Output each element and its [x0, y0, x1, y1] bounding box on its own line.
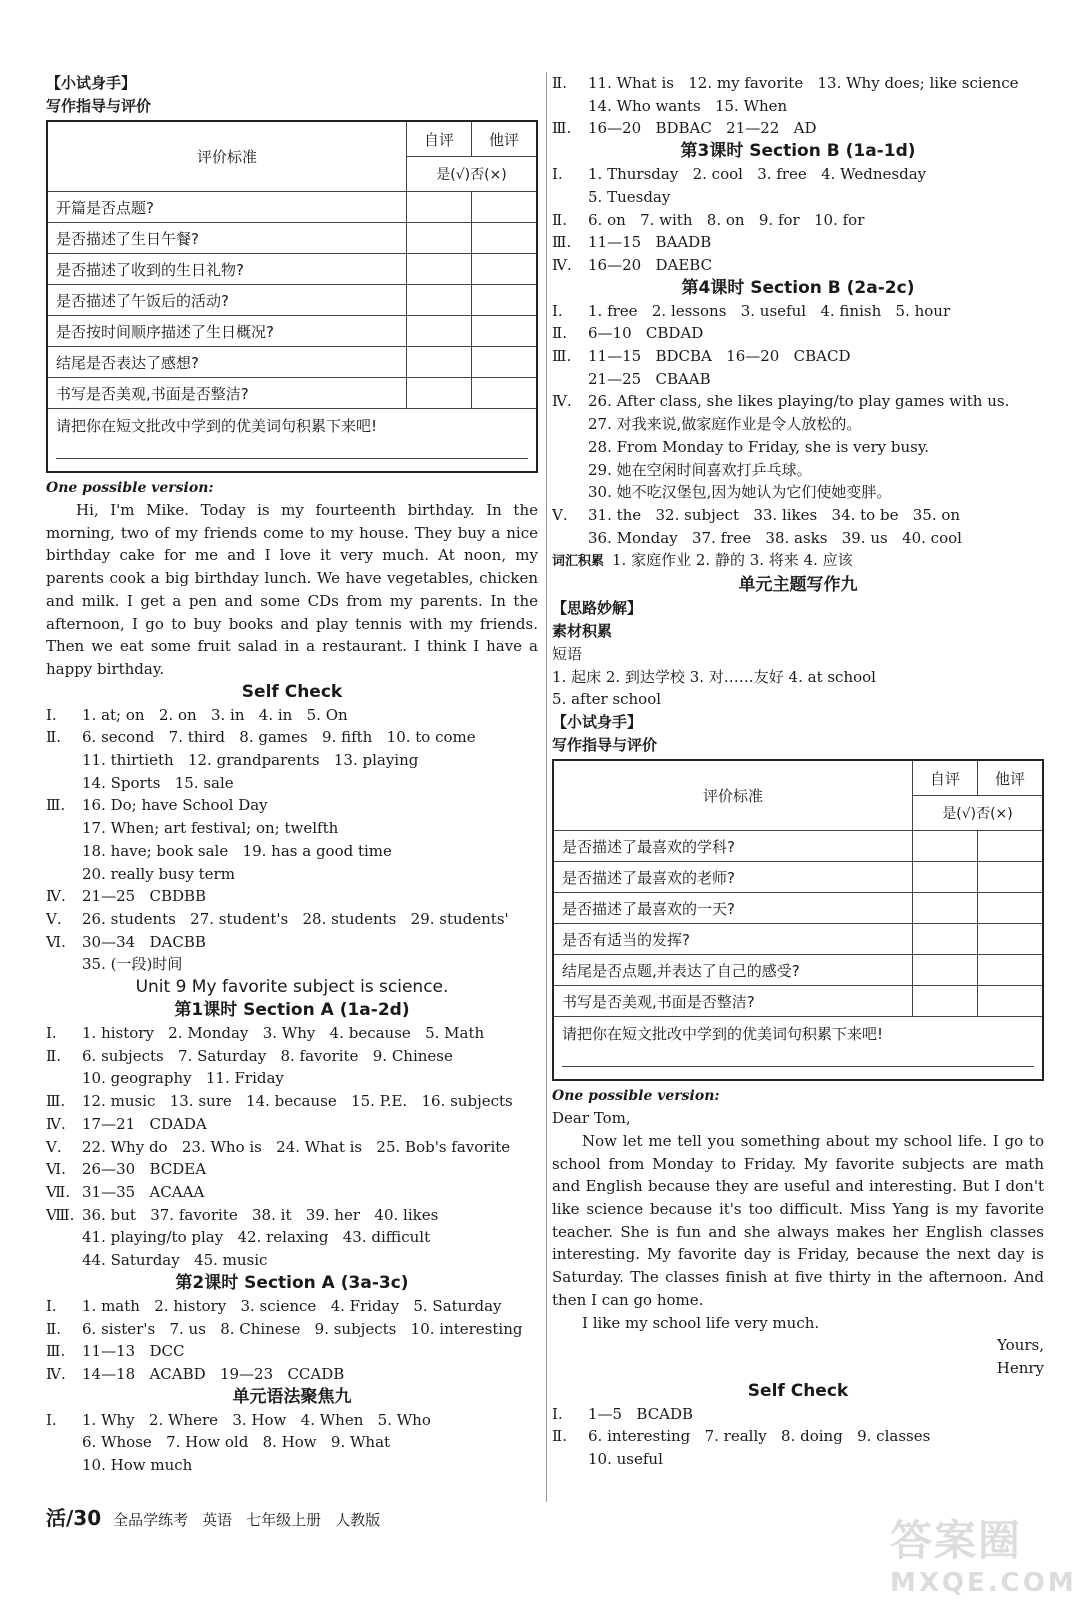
lesson1-title: 第1课时 Section A (1a-2d) [174, 1000, 410, 1021]
answer-text: 20. really busy term [82, 864, 235, 883]
answer-line [552, 345, 1044, 368]
answer-line [46, 908, 538, 931]
question-group-number: Ⅰ. [46, 1410, 57, 1429]
question-group-number: Ⅳ. [552, 255, 572, 274]
self-cell [913, 924, 978, 955]
answer-line [552, 481, 1044, 504]
question-group-number: Ⅱ. [552, 210, 567, 229]
answer-line [46, 1409, 538, 1432]
answer-text: 1—5 BCADB [588, 1404, 694, 1423]
column-divider [546, 72, 547, 1502]
edition-name: 人教版 [335, 1511, 381, 1529]
question-group-number: Ⅰ. [552, 165, 563, 184]
answer-text: 14. Sports 15. sale [82, 773, 234, 792]
question-group-number: Ⅲ. [46, 1092, 66, 1111]
unit-title: Unit 9 My favorite subject is science. [135, 977, 449, 998]
peer-cell [472, 223, 538, 254]
question-group-number: Ⅱ. [46, 728, 61, 747]
answer-line [552, 163, 1044, 186]
answer-line [552, 300, 1044, 323]
answer-text: 10. How much [82, 1456, 193, 1475]
vocab-text: 1. 家庭作业 2. 静的 3. 将来 4. 应该 [612, 551, 853, 570]
answer-text: 31. the 32. subject 33. likes 34. to be 35. on [588, 505, 961, 524]
answer-text: 10. useful [588, 1450, 663, 1469]
answer-line [552, 231, 1044, 254]
answer-text: 11—13 DCC [82, 1342, 185, 1361]
self-cell [407, 378, 472, 409]
answer-line [552, 527, 1044, 550]
self-cell [913, 986, 978, 1017]
answer-line [46, 840, 538, 863]
answer-line [552, 436, 1044, 459]
self-check-answers [46, 704, 538, 976]
self-check-answers [552, 1403, 1044, 1471]
answer-text: 6. subjects 7. Saturday 8. favorite 9. Chinese [82, 1046, 453, 1065]
answer-text: 12. music 13. sure 14. because 15. P.E. 16. subjects [82, 1092, 513, 1111]
essay-signature: Henry [996, 1358, 1044, 1377]
answer-line [552, 390, 1044, 413]
answer-text: 41. playing/to play 42. relaxing 43. difficult [82, 1228, 431, 1247]
question-group-number: Ⅴ. [46, 1137, 62, 1156]
answer-text: 5. Tuesday [588, 187, 671, 206]
answer-text: 18. have; book sale 19. has a good time [82, 841, 392, 860]
answer-text: 16. Do; have School Day [82, 796, 268, 815]
answer-line [552, 209, 1044, 232]
peer-cell [472, 347, 538, 378]
self-check-title: Self Check [747, 1380, 849, 1401]
answer-line [46, 1226, 538, 1249]
lesson1-answers [46, 1022, 538, 1272]
evaluation-table [46, 120, 538, 473]
peer-cell [978, 862, 1044, 893]
lesson4-answers [552, 300, 1044, 550]
question-group-number: Ⅰ. [552, 1404, 563, 1423]
answer-line [46, 1113, 538, 1136]
book-name: 全品学练考 [113, 1511, 189, 1529]
answer-text: 1. math 2. history 3. science 4. Friday 5. Saturday [82, 1296, 502, 1315]
accumulate-text: 请把你在短文批改中学到的优美词句积累下来吧! [562, 1025, 884, 1044]
watermark-logo [890, 1508, 1077, 1598]
question-group-number: Ⅵ. [46, 932, 66, 951]
peer-cell [978, 986, 1044, 1017]
criteria-header: 评价标准 [47, 121, 407, 192]
self-cell [913, 862, 978, 893]
writing-guide-label: 写作指导与评价 [552, 736, 658, 755]
answer-line [46, 1022, 538, 1045]
criterion-row: 结尾是否表达了感想? [47, 347, 407, 378]
version-label: One possible version: [552, 1088, 720, 1105]
lesson2-title: 第2课时 Section A (3a-3c) [175, 1272, 409, 1293]
answer-text: 36. Monday 37. free 38. asks 39. us 40. cool [588, 528, 962, 547]
question-group-number: Ⅳ. [46, 1114, 66, 1133]
answer-text: 11—15 BAADB [588, 233, 712, 252]
self-check-title: Self Check [241, 681, 343, 702]
answer-line [552, 254, 1044, 277]
answer-line [46, 1340, 538, 1363]
question-group-number: Ⅲ. [552, 119, 572, 138]
vocab-label: 词汇积累 [552, 554, 605, 570]
criterion-row: 结尾是否点题,并表达了自己的感受? [553, 955, 913, 986]
answer-line [46, 1295, 538, 1318]
vocab-accumulation [552, 549, 1044, 574]
idea-label: 【思路妙解】 [552, 599, 643, 618]
material-label: 素材积累 [552, 622, 613, 641]
answer-text: 14—18 ACABD 19—23 CCADB [82, 1364, 345, 1383]
answer-line [46, 1090, 538, 1113]
answer-line [46, 863, 538, 886]
grammar-title: 单元语法聚焦九 [232, 1386, 352, 1407]
answer-text: 1. Why 2. Where 3. How 4. When 5. Who [82, 1410, 431, 1429]
try-it-label: 【小试身手】 [552, 713, 643, 732]
criterion-row: 是否描述了最喜欢的一天? [553, 893, 913, 924]
page-footer [46, 1502, 394, 1531]
answer-text: 44. Saturday 45. music [82, 1251, 268, 1270]
answer-text: 16—20 BDBAC 21—22 AD [588, 119, 817, 138]
answer-line [46, 749, 538, 772]
answer-text: 1. Thursday 2. cool 3. free 4. Wednesday [588, 165, 927, 184]
answer-text: 6. sister's 7. us 8. Chinese 9. subjects 10. interesting [82, 1319, 523, 1338]
criterion-row: 是否描述了最喜欢的老师? [553, 862, 913, 893]
watermark-sub: MXQE.COM [890, 1568, 1077, 1598]
mark-header: 是(√)否(×) [407, 157, 538, 192]
answer-line [552, 413, 1044, 436]
answer-line [552, 1448, 1044, 1471]
watermark-main: 答案圈 [890, 1516, 1023, 1565]
criterion-row: 是否按时间顺序描述了生日概况? [47, 316, 407, 347]
self-cell [913, 893, 978, 924]
question-group-number: Ⅴ. [552, 505, 568, 524]
question-group-number: Ⅰ. [46, 1296, 57, 1315]
question-group-number: Ⅱ. [552, 74, 567, 92]
self-cell [407, 316, 472, 347]
answer-text: 31—35 ACAAA [82, 1182, 205, 1201]
answer-text: 21—25 CBAAB [588, 369, 711, 388]
criterion-row: 开篇是否点题? [47, 192, 407, 223]
phrase-line: 1. 起床 2. 到达学校 3. 对……友好 4. at school [552, 667, 876, 686]
answer-text: 6. interesting 7. really 8. doing 9. classes [588, 1427, 931, 1446]
criterion-row: 书写是否美观,书面是否整洁? [553, 986, 913, 1017]
answer-text: 10. geography 11. Friday [82, 1069, 284, 1088]
left-column [46, 72, 538, 1477]
answer-line [552, 186, 1044, 209]
self-cell [913, 955, 978, 986]
accumulate-row [47, 409, 537, 473]
question-group-number: Ⅲ. [46, 796, 66, 815]
question-group-number: Ⅲ. [552, 347, 572, 366]
answer-line [552, 322, 1044, 345]
question-group-number: Ⅱ. [46, 1046, 61, 1065]
peer-cell [472, 378, 538, 409]
answer-text: 1. free 2. lessons 3. useful 4. finish 5. hour [588, 301, 951, 320]
self-cell [407, 285, 472, 316]
answer-line [552, 72, 1044, 95]
answer-text: 26. After class, she likes playing/to play games with us. [588, 392, 1010, 411]
answer-text: 17. When; art festival; on; twelfth [82, 819, 339, 838]
writing-title: 单元主题写作九 [738, 575, 858, 596]
self-cell [913, 831, 978, 862]
answer-text: 22. Why do 23. Who is 24. What is 25. Bob's favorite [82, 1137, 511, 1156]
answer-line [46, 1249, 538, 1272]
answer-line [46, 726, 538, 749]
question-group-number: Ⅳ. [46, 1364, 66, 1383]
peer-cell [472, 316, 538, 347]
answer-text: 35. (一段)时间 [82, 955, 183, 974]
essay-closing: Yours, [997, 1336, 1044, 1355]
lesson3-answers [552, 163, 1044, 277]
question-group-number: Ⅳ. [46, 887, 66, 906]
answer-text: 36. but 37. favorite 38. it 39. her 40. likes [82, 1205, 439, 1224]
essay-paragraph: I like my school life very much. [582, 1313, 820, 1332]
answer-line [46, 953, 538, 976]
lesson3-title: 第3课时 Section B (1a-1d) [680, 141, 916, 162]
answer-text: 26. students 27. student's 28. students 29. students' [82, 909, 509, 928]
peer-cell [978, 955, 1044, 986]
answer-line [46, 1204, 538, 1227]
criterion-row: 是否描述了最喜欢的学科? [553, 831, 913, 862]
peer-cell [978, 924, 1044, 955]
answer-text: 6. second 7. third 8. games 9. fifth 10. to come [82, 728, 476, 747]
question-group-number: Ⅱ. [552, 324, 567, 343]
self-cell [407, 254, 472, 285]
answer-line [552, 117, 1044, 140]
peer-cell [978, 831, 1044, 862]
writing-guide-label: 写作指导与评价 [46, 97, 152, 115]
answer-text: 6—10 CBDAD [588, 324, 704, 343]
accumulate-row [553, 1017, 1043, 1081]
answer-line [46, 1045, 538, 1068]
answer-text: 6. on 7. with 8. on 9. for 10. for [588, 210, 865, 229]
criteria-header: 评价标准 [553, 760, 913, 831]
question-group-number: Ⅰ. [46, 705, 57, 724]
answer-line [552, 1403, 1044, 1426]
self-cell [407, 192, 472, 223]
question-group-number: Ⅳ. [552, 392, 572, 411]
answer-line [46, 1067, 538, 1090]
answer-text: 1. at; on 2. on 3. in 4. in 5. On [82, 705, 348, 724]
question-group-number: Ⅱ. [552, 1427, 567, 1446]
peer-cell [472, 285, 538, 316]
question-group-number: Ⅱ. [46, 1319, 61, 1338]
peer-eval-header: 他评 [978, 760, 1044, 796]
answer-line [552, 504, 1044, 527]
writing-line [56, 458, 528, 459]
criterion-row: 是否描述了午饭后的活动? [47, 285, 407, 316]
writing-line [562, 1066, 1034, 1067]
answer-text: 27. 对我来说,做家庭作业是令人放松的。 [588, 415, 862, 434]
answer-line [46, 794, 538, 817]
try-it-label: 【小试身手】 [46, 74, 137, 92]
criterion-row: 是否描述了收到的生日礼物? [47, 254, 407, 285]
mark-header: 是(√)否(×) [913, 796, 1044, 831]
answer-line [46, 772, 538, 795]
continued-answers [552, 72, 1044, 140]
page-number: 活/30 [46, 1506, 102, 1530]
answer-text: 1. history 2. Monday 3. Why 4. because 5. Math [82, 1024, 485, 1043]
question-group-number: Ⅵ. [46, 1160, 66, 1179]
answer-text: 28. From Monday to Friday, she is very busy. [588, 437, 930, 456]
self-eval-header: 自评 [407, 121, 472, 157]
answer-line [46, 817, 538, 840]
answer-text: 21—25 CBDBB [82, 887, 207, 906]
question-group-number: Ⅲ. [552, 233, 572, 252]
version-label: One possible version: [46, 480, 214, 496]
answer-line [552, 459, 1044, 482]
right-column [552, 72, 1044, 1471]
answer-text: 29. 她在空闲时间喜欢打乒乓球。 [588, 460, 812, 479]
grammar-answers [46, 1409, 538, 1477]
accumulate-text: 请把你在短文批改中学到的优美词句积累下来吧! [56, 417, 378, 435]
answer-line [46, 1318, 538, 1341]
peer-cell [978, 893, 1044, 924]
answer-line [46, 1136, 538, 1159]
question-group-number: Ⅷ. [46, 1205, 75, 1224]
self-eval-header: 自评 [913, 760, 978, 796]
answer-line [552, 1425, 1044, 1448]
answer-line [46, 1431, 538, 1454]
answer-line [46, 1181, 538, 1204]
phrase-line: 5. after school [552, 690, 662, 709]
question-group-number: Ⅰ. [46, 1024, 57, 1043]
answer-text: 16—20 DAEBC [588, 255, 713, 274]
subject-name: 英语 [202, 1511, 233, 1529]
lesson2-answers [46, 1295, 538, 1386]
answer-text: 30. 她不吃汉堡包,因为她认为它们使她变胖。 [588, 483, 892, 502]
school-life-essay [552, 1107, 1044, 1379]
answer-text: 30—34 DACBB [82, 932, 206, 951]
answer-text: 11—15 BDCBA 16—20 CBACD [588, 347, 851, 366]
answer-line [46, 1363, 538, 1386]
essay-paragraph: Now let me tell you something about my school life. I go to school from Monday to Friday. My favorite subjects are math and English because they are useful and interesting. But I don't like science because it's too difficult. Miss Yang is my favorite teacher. She is fun and she always makes her English classes interesting. My favorite day is Friday, because the next day is Saturday. The classes finish at five thirty in the afternoon. And then I can go home. [552, 1131, 1044, 1309]
question-group-number: Ⅶ. [46, 1182, 71, 1201]
self-cell [407, 223, 472, 254]
question-group-number: Ⅴ. [46, 909, 62, 928]
answer-line [552, 95, 1044, 118]
essay-salutation: Dear Tom, [552, 1109, 631, 1128]
criterion-row: 是否有适当的发挥? [553, 924, 913, 955]
peer-cell [472, 192, 538, 223]
answer-line [552, 368, 1044, 391]
answer-text: 6. Whose 7. How old 8. How 9. What [82, 1433, 391, 1452]
answer-text: 14. Who wants 15. When [588, 96, 788, 115]
lesson4-title: 第4课时 Section B (2a-2c) [681, 277, 915, 298]
question-group-number: Ⅰ. [552, 301, 563, 320]
question-group-number: Ⅲ. [46, 1342, 66, 1361]
answer-text: 11. thirtieth 12. grandparents 13. playing [82, 751, 419, 770]
answer-line [46, 704, 538, 727]
grade-name: 七年级上册 [246, 1511, 322, 1529]
peer-cell [472, 254, 538, 285]
answer-line [46, 885, 538, 908]
criterion-row: 书写是否美观,书面是否整洁? [47, 378, 407, 409]
answer-text: 11. What is 12. my favorite 13. Why does; like science [588, 74, 1019, 92]
answer-line [46, 1158, 538, 1181]
phrases-label: 短语 [552, 645, 583, 664]
answer-line [46, 1454, 538, 1477]
birthday-essay [46, 499, 538, 681]
answer-text: 17—21 CDADA [82, 1114, 207, 1133]
peer-eval-header: 他评 [472, 121, 538, 157]
answer-line [46, 931, 538, 954]
answer-text: 26—30 BCDEA [82, 1160, 207, 1179]
criterion-row: 是否描述了生日午餐? [47, 223, 407, 254]
evaluation-table [552, 759, 1044, 1081]
self-cell [407, 347, 472, 378]
essay-paragraph: Hi, I'm Mike. Today is my fourteenth birthday. In the morning, two of my friends come to my house. They buy a nice birthday cake for me and I love it very much. At noon, my parents cook a big birthday lunch. We have vegetables, chicken and milk. I get a pen and some CDs from my parents. In the afternoon, I go to buy books and play tennis with my friends. Then we eat some fruit salad in a restaurant. I think I have a happy birthday. [46, 501, 538, 678]
